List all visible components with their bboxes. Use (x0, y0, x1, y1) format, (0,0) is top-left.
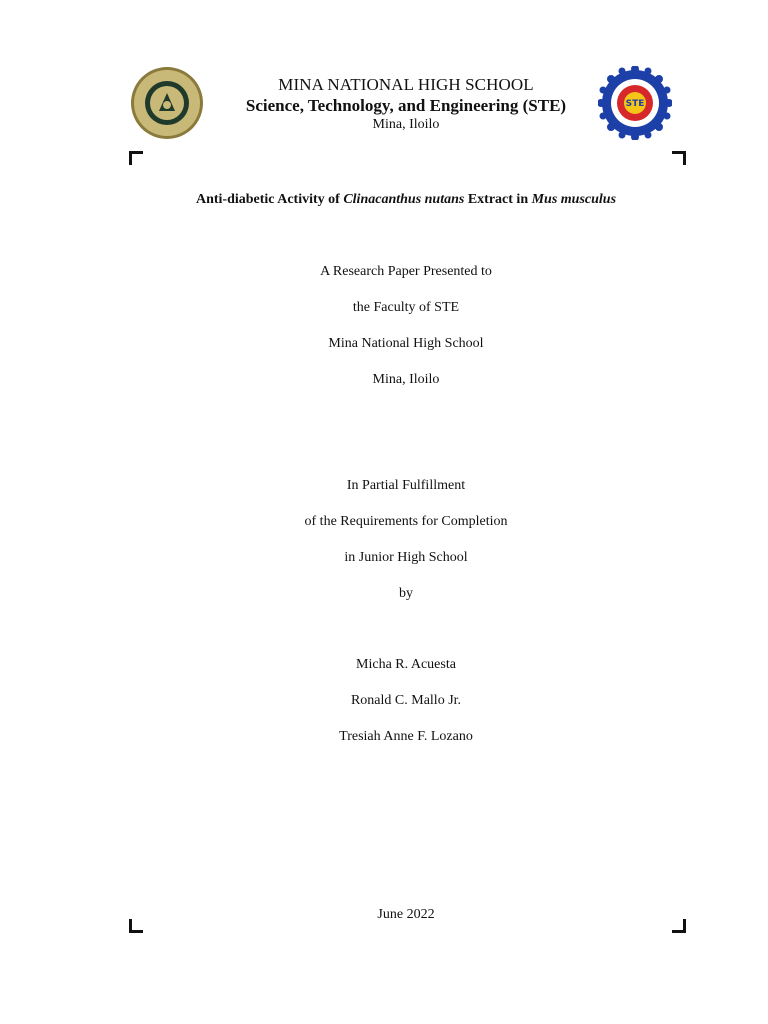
ste-seal-logo (598, 66, 672, 140)
submission-date: June 2022 (377, 907, 435, 922)
presented-line-3: Mina National High School (328, 336, 484, 351)
fulfillment-line-2: of the Requirements for Completion (304, 514, 508, 529)
presented-line-2: the Faculty of STE (352, 300, 460, 315)
document-header (0, 0, 768, 150)
program-name: Science, Technology, and Engineering (STE) (245, 96, 567, 115)
crop-mark-top-left (129, 151, 143, 165)
fulfillment-line-3: in Junior High School (344, 550, 468, 565)
title-part-1: Anti-diabetic Activity of (195, 192, 344, 207)
presented-line-1: A Research Paper Presented to (320, 264, 492, 279)
ste-logo-text: STE (625, 99, 645, 109)
presented-line-4: Mina, Iloilo (372, 372, 440, 387)
fulfillment-line-1: In Partial Fulfillment (346, 478, 466, 493)
title-species-mouse: Mus musculus (531, 192, 617, 207)
author-name: Ronald C. Mallo Jr. (350, 693, 462, 708)
title-part-2: Extract in (464, 192, 532, 207)
title-species-plant: Clinacanthus nutans (343, 192, 465, 207)
fulfillment-by: by (399, 586, 413, 601)
paper-title (0, 192, 768, 208)
author-name: Micha R. Acuesta (356, 657, 456, 672)
crop-mark-top-right (672, 151, 686, 165)
author-name: Tresiah Anne F. Lozano (339, 729, 473, 744)
school-location: Mina, Iloilo (372, 117, 440, 132)
school-name: MINA NATIONAL HIGH SCHOOL (278, 75, 534, 94)
